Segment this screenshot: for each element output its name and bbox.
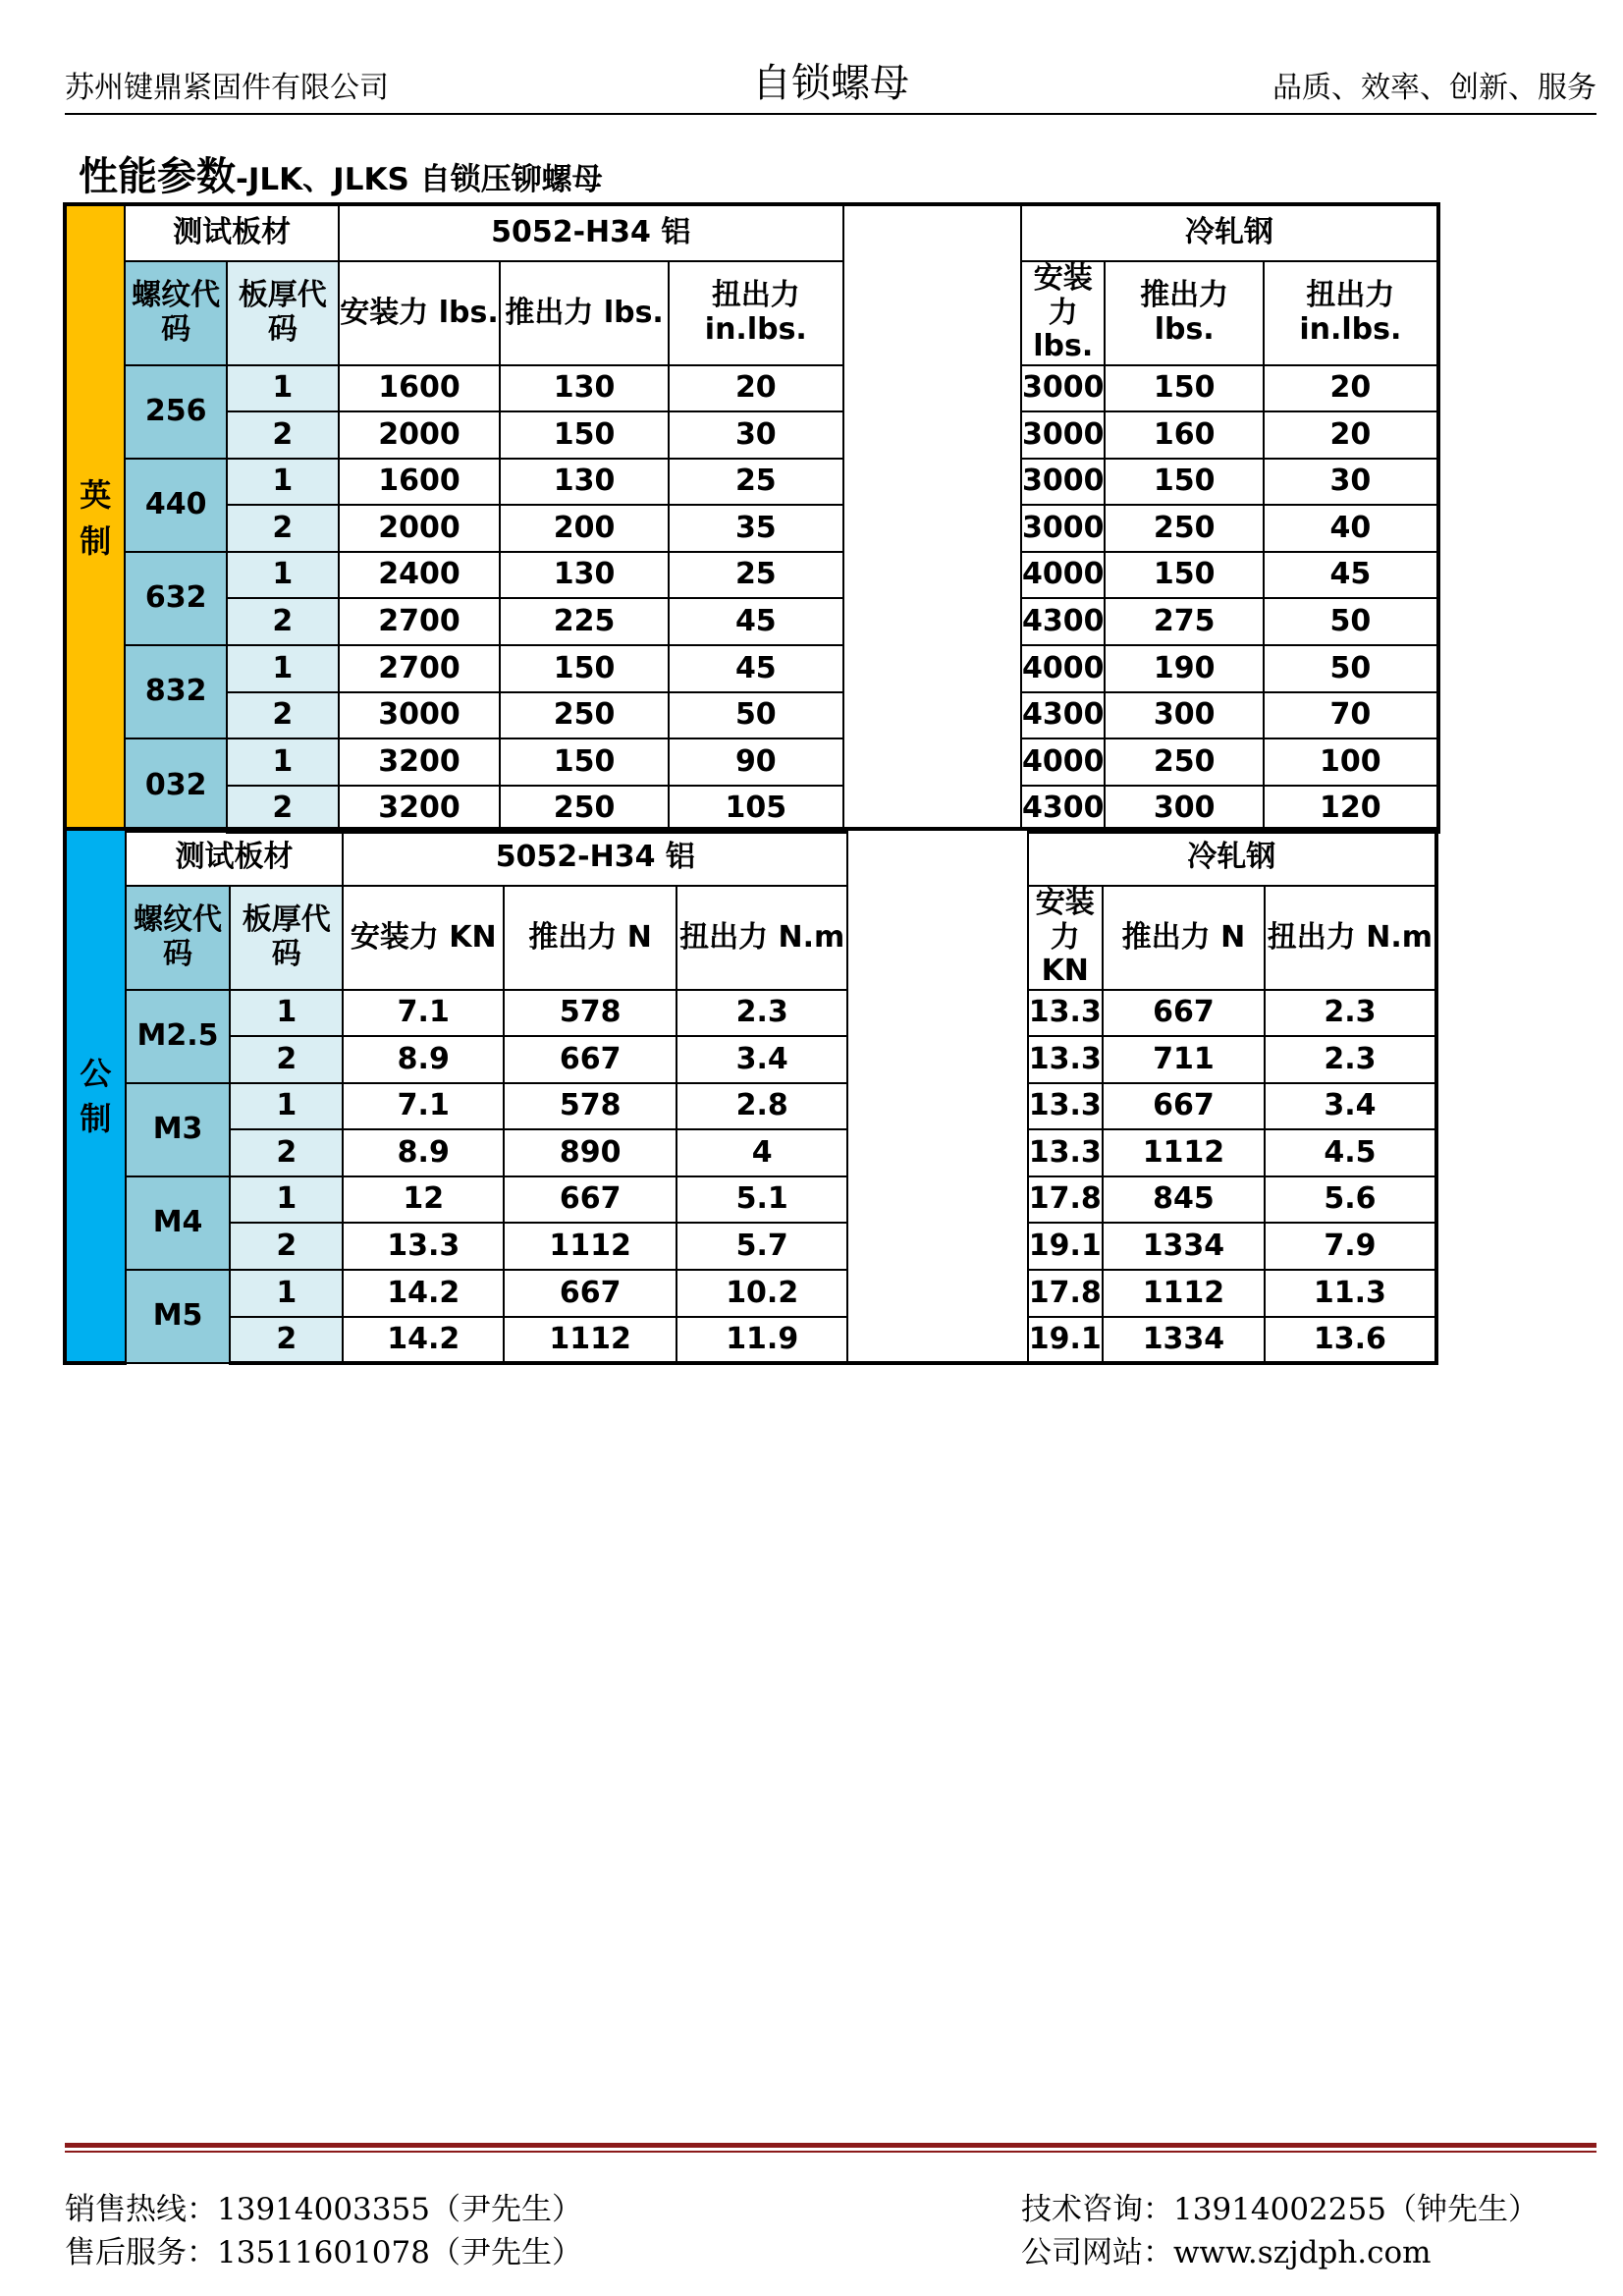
aluminum-install-value: 2700 <box>339 598 500 645</box>
steel-install-value: 17.8 <box>1028 1270 1103 1317</box>
thread-code: 440 <box>125 459 226 552</box>
steel-pushout-value: 667 <box>1103 990 1265 1037</box>
panel-thickness-header: 板厚代码 <box>230 886 343 990</box>
table-row <box>65 692 1621 739</box>
material-aluminum-header: 5052-H34 铝 <box>343 829 847 886</box>
aluminum-pushout-value: 225 <box>500 598 669 645</box>
table-row <box>65 1176 1621 1224</box>
aluminum-torque-value: 50 <box>669 692 843 739</box>
sales-hotline: 销售热线：13914003355（尹先生） <box>65 2192 582 2227</box>
table-row <box>65 1223 1621 1270</box>
steel-pushout-value: 275 <box>1105 598 1263 645</box>
aluminum-install-value: 8.9 <box>343 1129 504 1176</box>
steel-install-value: 4000 <box>1021 645 1106 692</box>
steel-install-value: 13.3 <box>1028 1083 1103 1130</box>
table-row <box>65 1317 1621 1364</box>
panel-thickness-code: 1 <box>227 459 339 506</box>
steel-install-value: 3000 <box>1021 505 1106 552</box>
table-row <box>65 738 1621 786</box>
table-row <box>65 786 1621 833</box>
thread-code-header: 螺纹代码 <box>125 261 226 365</box>
steel-torque-value: 20 <box>1264 365 1438 412</box>
section-title <box>79 145 603 201</box>
steel-pushout-value: 160 <box>1105 411 1263 459</box>
aluminum-pushout-value: 150 <box>500 738 669 786</box>
steel-install-value: 4000 <box>1021 738 1106 786</box>
steel-pushout-value: 150 <box>1105 365 1263 412</box>
steel-torque-value: 4.5 <box>1265 1129 1436 1176</box>
aluminum-install-value: 2700 <box>339 645 500 692</box>
aluminum-torque-value: 5.7 <box>676 1223 847 1270</box>
measurement-system-text: 公制 <box>80 1054 112 1138</box>
aluminum-pushout-value: 578 <box>504 1083 676 1130</box>
company-slogan: 品质、效率、创新、服务 <box>1272 71 1596 105</box>
steel-install-value: 19.1 <box>1028 1223 1103 1270</box>
steel-pushout-value: 1112 <box>1103 1129 1265 1176</box>
steel-torque-value: 50 <box>1264 598 1438 645</box>
install-force-header: 安装力 lbs. <box>1021 261 1106 365</box>
aluminum-pushout-value: 667 <box>504 1176 676 1224</box>
test-material-label: 测试板材 <box>125 204 338 261</box>
table-row <box>65 645 1621 692</box>
install-force-header: 安装力 KN <box>343 886 504 990</box>
aluminum-torque-value: 10.2 <box>676 1270 847 1317</box>
aluminum-install-value: 2000 <box>339 505 500 552</box>
table-row <box>65 505 1621 552</box>
steel-install-value: 19.1 <box>1028 1317 1103 1364</box>
pushout-force-header: 推出力 lbs. <box>500 261 669 365</box>
torque-out-header: 扭出力 N.m <box>1265 886 1436 990</box>
thread-code: M5 <box>126 1270 231 1363</box>
panel-thickness-code: 2 <box>230 1223 343 1270</box>
aluminum-pushout-value: 578 <box>504 990 676 1037</box>
company-website: 公司网站：www.szjdph.com <box>1021 2235 1432 2270</box>
footer-divider-thick <box>65 2143 1596 2148</box>
aluminum-pushout-value: 150 <box>500 411 669 459</box>
spec-table-imperial <box>63 202 1623 834</box>
aluminum-install-value: 2400 <box>339 552 500 599</box>
steel-install-value: 4000 <box>1021 552 1106 599</box>
steel-pushout-value: 300 <box>1105 692 1263 739</box>
panel-thickness-code: 2 <box>227 411 339 459</box>
tech-consult: 技术咨询：13914002255（钟先生） <box>1021 2192 1539 2227</box>
thread-code: M3 <box>126 1083 231 1176</box>
after-sales-service: 售后服务：13511601078（尹先生） <box>65 2235 582 2270</box>
steel-pushout-value: 250 <box>1105 738 1263 786</box>
steel-torque-value: 45 <box>1264 552 1438 599</box>
aluminum-install-value: 7.1 <box>343 1083 504 1130</box>
panel-thickness-code: 1 <box>230 990 343 1037</box>
panel-thickness-code: 2 <box>227 598 339 645</box>
steel-install-value: 4300 <box>1021 692 1106 739</box>
test-material-label: 测试板材 <box>126 829 343 886</box>
panel-thickness-code: 1 <box>227 552 339 599</box>
aluminum-pushout-value: 890 <box>504 1129 676 1176</box>
steel-pushout-value: 845 <box>1103 1176 1265 1224</box>
panel-thickness-code: 1 <box>230 1083 343 1130</box>
table-gap <box>847 829 1027 1363</box>
steel-torque-value: 5.6 <box>1265 1176 1436 1224</box>
steel-pushout-value: 1334 <box>1103 1317 1265 1364</box>
panel-thickness-code: 1 <box>227 645 339 692</box>
aluminum-install-value: 8.9 <box>343 1036 504 1083</box>
steel-pushout-value: 1112 <box>1103 1270 1265 1317</box>
aluminum-torque-value: 105 <box>669 786 843 833</box>
material-steel-header: 冷轧钢 <box>1028 829 1436 886</box>
install-force-header: 安装力 KN <box>1028 886 1103 990</box>
panel-thickness-header: 板厚代码 <box>227 261 339 365</box>
steel-install-value: 13.3 <box>1028 1129 1103 1176</box>
material-aluminum-header: 5052-H34 铝 <box>339 204 843 261</box>
aluminum-torque-value: 3.4 <box>676 1036 847 1083</box>
document-title: 自锁螺母 <box>752 61 909 106</box>
aluminum-torque-value: 25 <box>669 459 843 506</box>
aluminum-pushout-value: 130 <box>500 459 669 506</box>
aluminum-install-value: 1600 <box>339 365 500 412</box>
measurement-system-label <box>65 829 126 1363</box>
steel-pushout-value: 150 <box>1105 459 1263 506</box>
aluminum-install-value: 7.1 <box>343 990 504 1037</box>
aluminum-torque-value: 25 <box>669 552 843 599</box>
aluminum-install-value: 3200 <box>339 738 500 786</box>
aluminum-install-value: 14.2 <box>343 1270 504 1317</box>
aluminum-torque-value: 5.1 <box>676 1176 847 1224</box>
thread-code: 032 <box>125 738 226 832</box>
steel-pushout-value: 667 <box>1103 1083 1265 1130</box>
steel-pushout-value: 150 <box>1105 552 1263 599</box>
thread-code: 832 <box>125 645 226 738</box>
steel-install-value: 3000 <box>1021 365 1106 412</box>
steel-torque-value: 50 <box>1264 645 1438 692</box>
table-row <box>65 1036 1621 1083</box>
measurement-system-text: 英制 <box>80 476 112 560</box>
steel-torque-value: 120 <box>1264 786 1438 833</box>
section-title-sub: -JLK、JLKS 自锁压铆螺母 <box>236 162 603 197</box>
aluminum-pushout-value: 1112 <box>504 1223 676 1270</box>
steel-torque-value: 11.3 <box>1265 1270 1436 1317</box>
table-row <box>65 365 1621 412</box>
aluminum-install-value: 3000 <box>339 692 500 739</box>
thread-code: 632 <box>125 552 226 645</box>
spec-table-metric <box>63 827 1623 1365</box>
aluminum-torque-value: 2.8 <box>676 1083 847 1130</box>
steel-torque-value: 20 <box>1264 411 1438 459</box>
steel-torque-value: 30 <box>1264 459 1438 506</box>
table-row <box>65 552 1621 599</box>
thread-code-header: 螺纹代码 <box>126 886 231 990</box>
steel-torque-value: 3.4 <box>1265 1083 1436 1130</box>
aluminum-torque-value: 11.9 <box>676 1317 847 1364</box>
steel-pushout-value: 711 <box>1103 1036 1265 1083</box>
aluminum-install-value: 3200 <box>339 786 500 833</box>
page-header <box>65 57 1596 112</box>
install-force-header: 安装力 lbs. <box>339 261 500 365</box>
panel-thickness-code: 1 <box>230 1176 343 1224</box>
aluminum-torque-value: 30 <box>669 411 843 459</box>
thread-code: 256 <box>125 365 226 459</box>
panel-thickness-code: 2 <box>230 1036 343 1083</box>
aluminum-torque-value: 2.3 <box>676 990 847 1037</box>
thread-code: M4 <box>126 1176 231 1270</box>
measurement-system-label <box>65 204 125 832</box>
pushout-force-header: 推出力 lbs. <box>1105 261 1263 365</box>
aluminum-torque-value: 35 <box>669 505 843 552</box>
table-row <box>65 459 1621 506</box>
aluminum-pushout-value: 130 <box>500 552 669 599</box>
aluminum-install-value: 14.2 <box>343 1317 504 1364</box>
aluminum-pushout-value: 130 <box>500 365 669 412</box>
steel-torque-value: 2.3 <box>1265 1036 1436 1083</box>
table-row <box>65 1129 1621 1176</box>
aluminum-torque-value: 45 <box>669 598 843 645</box>
table-gap <box>843 204 1021 832</box>
steel-torque-value: 7.9 <box>1265 1223 1436 1270</box>
steel-install-value: 17.8 <box>1028 1176 1103 1224</box>
torque-out-header: 扭出力 in.lbs. <box>1264 261 1438 365</box>
company-name: 苏州键鼎紧固件有限公司 <box>65 71 389 105</box>
aluminum-torque-value: 4 <box>676 1129 847 1176</box>
aluminum-install-value: 2000 <box>339 411 500 459</box>
aluminum-pushout-value: 200 <box>500 505 669 552</box>
aluminum-pushout-value: 150 <box>500 645 669 692</box>
steel-torque-value: 2.3 <box>1265 990 1436 1037</box>
steel-pushout-value: 190 <box>1105 645 1263 692</box>
thread-code: M2.5 <box>126 990 231 1083</box>
pushout-force-header: 推出力 N <box>504 886 676 990</box>
aluminum-torque-value: 90 <box>669 738 843 786</box>
steel-pushout-value: 250 <box>1105 505 1263 552</box>
table-row <box>65 1083 1621 1130</box>
torque-out-header: 扭出力 N.m <box>676 886 847 990</box>
table-row <box>65 411 1621 459</box>
panel-thickness-code: 1 <box>230 1270 343 1317</box>
aluminum-pushout-value: 667 <box>504 1270 676 1317</box>
section-title-main: 性能参数 <box>79 154 236 199</box>
aluminum-pushout-value: 667 <box>504 1036 676 1083</box>
steel-torque-value: 100 <box>1264 738 1438 786</box>
steel-pushout-value: 300 <box>1105 786 1263 833</box>
steel-install-value: 4300 <box>1021 598 1106 645</box>
aluminum-install-value: 12 <box>343 1176 504 1224</box>
steel-torque-value: 13.6 <box>1265 1317 1436 1364</box>
torque-out-header: 扭出力 in.lbs. <box>669 261 843 365</box>
steel-torque-value: 70 <box>1264 692 1438 739</box>
aluminum-torque-value: 45 <box>669 645 843 692</box>
footer-divider-thin <box>65 2151 1596 2153</box>
table-row <box>65 1270 1621 1317</box>
panel-thickness-code: 1 <box>227 365 339 412</box>
steel-pushout-value: 1334 <box>1103 1223 1265 1270</box>
aluminum-install-value: 13.3 <box>343 1223 504 1270</box>
steel-install-value: 13.3 <box>1028 990 1103 1037</box>
panel-thickness-code: 2 <box>227 692 339 739</box>
steel-install-value: 4300 <box>1021 786 1106 833</box>
panel-thickness-code: 1 <box>227 738 339 786</box>
panel-thickness-code: 2 <box>227 505 339 552</box>
panel-thickness-code: 2 <box>230 1317 343 1364</box>
header-divider <box>65 113 1596 115</box>
steel-torque-value: 40 <box>1264 505 1438 552</box>
panel-thickness-code: 2 <box>227 786 339 833</box>
panel-thickness-code: 2 <box>230 1129 343 1176</box>
aluminum-pushout-value: 250 <box>500 692 669 739</box>
table-row <box>65 990 1621 1037</box>
aluminum-install-value: 1600 <box>339 459 500 506</box>
table-row <box>65 598 1621 645</box>
steel-install-value: 3000 <box>1021 459 1106 506</box>
aluminum-torque-value: 20 <box>669 365 843 412</box>
steel-install-value: 3000 <box>1021 411 1106 459</box>
pushout-force-header: 推出力 N <box>1103 886 1265 990</box>
steel-install-value: 13.3 <box>1028 1036 1103 1083</box>
material-steel-header: 冷轧钢 <box>1021 204 1438 261</box>
aluminum-pushout-value: 250 <box>500 786 669 833</box>
aluminum-pushout-value: 1112 <box>504 1317 676 1364</box>
